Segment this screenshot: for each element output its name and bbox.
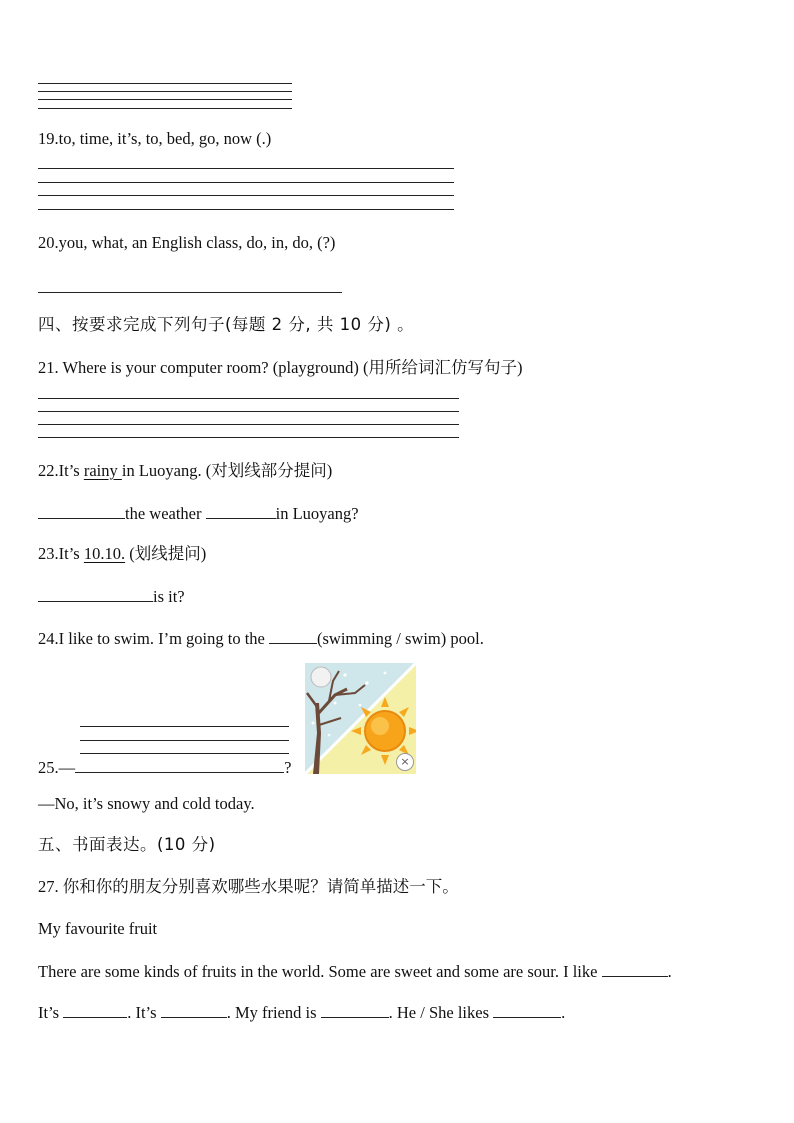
answer-22-part1: the weather bbox=[125, 504, 206, 523]
answer-line[interactable] bbox=[38, 424, 459, 425]
question-22-suffix: in Luoyang. (对划线部分提问) bbox=[121, 461, 333, 480]
essay-line-2-d: . He / She likes bbox=[388, 1003, 494, 1022]
fill-blank[interactable] bbox=[206, 503, 276, 519]
question-27-prompt: 27. 你和你的朋友分别喜欢哪些水果呢？请简单描述一下。 bbox=[38, 877, 459, 896]
answer-23-part: is it? bbox=[153, 587, 185, 606]
fill-blank[interactable] bbox=[38, 586, 153, 602]
answer-line[interactable] bbox=[38, 398, 459, 399]
question-24 bbox=[38, 628, 484, 649]
section-5-heading: 五、书面表达。(10 分) bbox=[38, 835, 216, 854]
underlined-word: rainy bbox=[83, 461, 122, 480]
answer-line[interactable] bbox=[38, 437, 459, 438]
essay-line-1 bbox=[38, 961, 750, 982]
question-25-prefix: 25.— bbox=[38, 758, 76, 777]
fill-blank[interactable] bbox=[75, 757, 284, 773]
essay-line-2-e: . bbox=[561, 1003, 566, 1022]
question-24-part2: (swimming / swim) pool. bbox=[316, 629, 484, 648]
answer-line[interactable] bbox=[80, 740, 289, 741]
question-25-suffix: ? bbox=[284, 758, 292, 777]
answer-line[interactable] bbox=[38, 182, 454, 183]
underlined-time: 10.10. bbox=[83, 544, 126, 563]
essay-line-2 bbox=[38, 1002, 565, 1023]
close-icon[interactable]: × bbox=[396, 753, 414, 771]
question-23-suffix: (划线提问) bbox=[125, 544, 207, 563]
answer-line[interactable] bbox=[38, 168, 454, 169]
answer-line[interactable] bbox=[80, 726, 289, 727]
essay-line-1-text: There are some kinds of fruits in the world. Some are sweet and some are sour. I like bbox=[38, 962, 602, 981]
answer-line[interactable] bbox=[38, 292, 342, 293]
answer-22 bbox=[38, 503, 359, 524]
question-24-part1: 24.I like to swim. I’m going to the bbox=[38, 629, 269, 648]
fill-blank[interactable] bbox=[321, 1002, 389, 1018]
question-19: 19.to, time, it’s, to, bed, go, now (.) bbox=[38, 129, 272, 148]
question-20: 20.you, what, an English class, do, in, do, (?) bbox=[38, 233, 336, 252]
answer-line[interactable] bbox=[38, 411, 459, 412]
essay-line-2-a: It’s bbox=[38, 1003, 64, 1022]
question-25-reply: —No, it’s snowy and cold today. bbox=[38, 794, 255, 813]
fill-blank[interactable] bbox=[161, 1002, 227, 1018]
fill-blank[interactable] bbox=[63, 1002, 127, 1018]
essay-line-2-b: . It’s bbox=[127, 1003, 161, 1022]
answer-23 bbox=[38, 586, 185, 607]
question-21: 21. Where is your computer room? (playground) (用所给词汇仿写句子) bbox=[38, 358, 523, 377]
question-22-prefix: 22.It’s bbox=[38, 461, 84, 480]
answer-line[interactable] bbox=[38, 108, 292, 109]
fill-blank[interactable] bbox=[602, 961, 668, 977]
essay-title: My favourite fruit bbox=[38, 919, 158, 938]
answer-line[interactable] bbox=[38, 99, 292, 100]
fill-blank[interactable] bbox=[493, 1002, 561, 1018]
fill-blank[interactable] bbox=[38, 503, 125, 519]
question-23 bbox=[38, 544, 206, 564]
fill-blank[interactable] bbox=[269, 628, 317, 644]
essay-line-2-c: . My friend is bbox=[226, 1003, 321, 1022]
section-4-heading: 四、按要求完成下列句子(每题 2 分, 共 10 分) 。 bbox=[38, 315, 415, 334]
answer-line[interactable] bbox=[38, 209, 454, 210]
question-25 bbox=[38, 757, 291, 778]
essay-line-1-end: . bbox=[667, 962, 672, 981]
answer-line[interactable] bbox=[38, 83, 292, 84]
question-23-prefix: 23.It’s bbox=[38, 544, 84, 563]
answer-line[interactable] bbox=[38, 91, 292, 92]
answer-22-part2: in Luoyang? bbox=[275, 504, 359, 523]
question-22 bbox=[38, 461, 332, 481]
answer-line[interactable] bbox=[38, 195, 454, 196]
answer-line[interactable] bbox=[80, 753, 289, 754]
